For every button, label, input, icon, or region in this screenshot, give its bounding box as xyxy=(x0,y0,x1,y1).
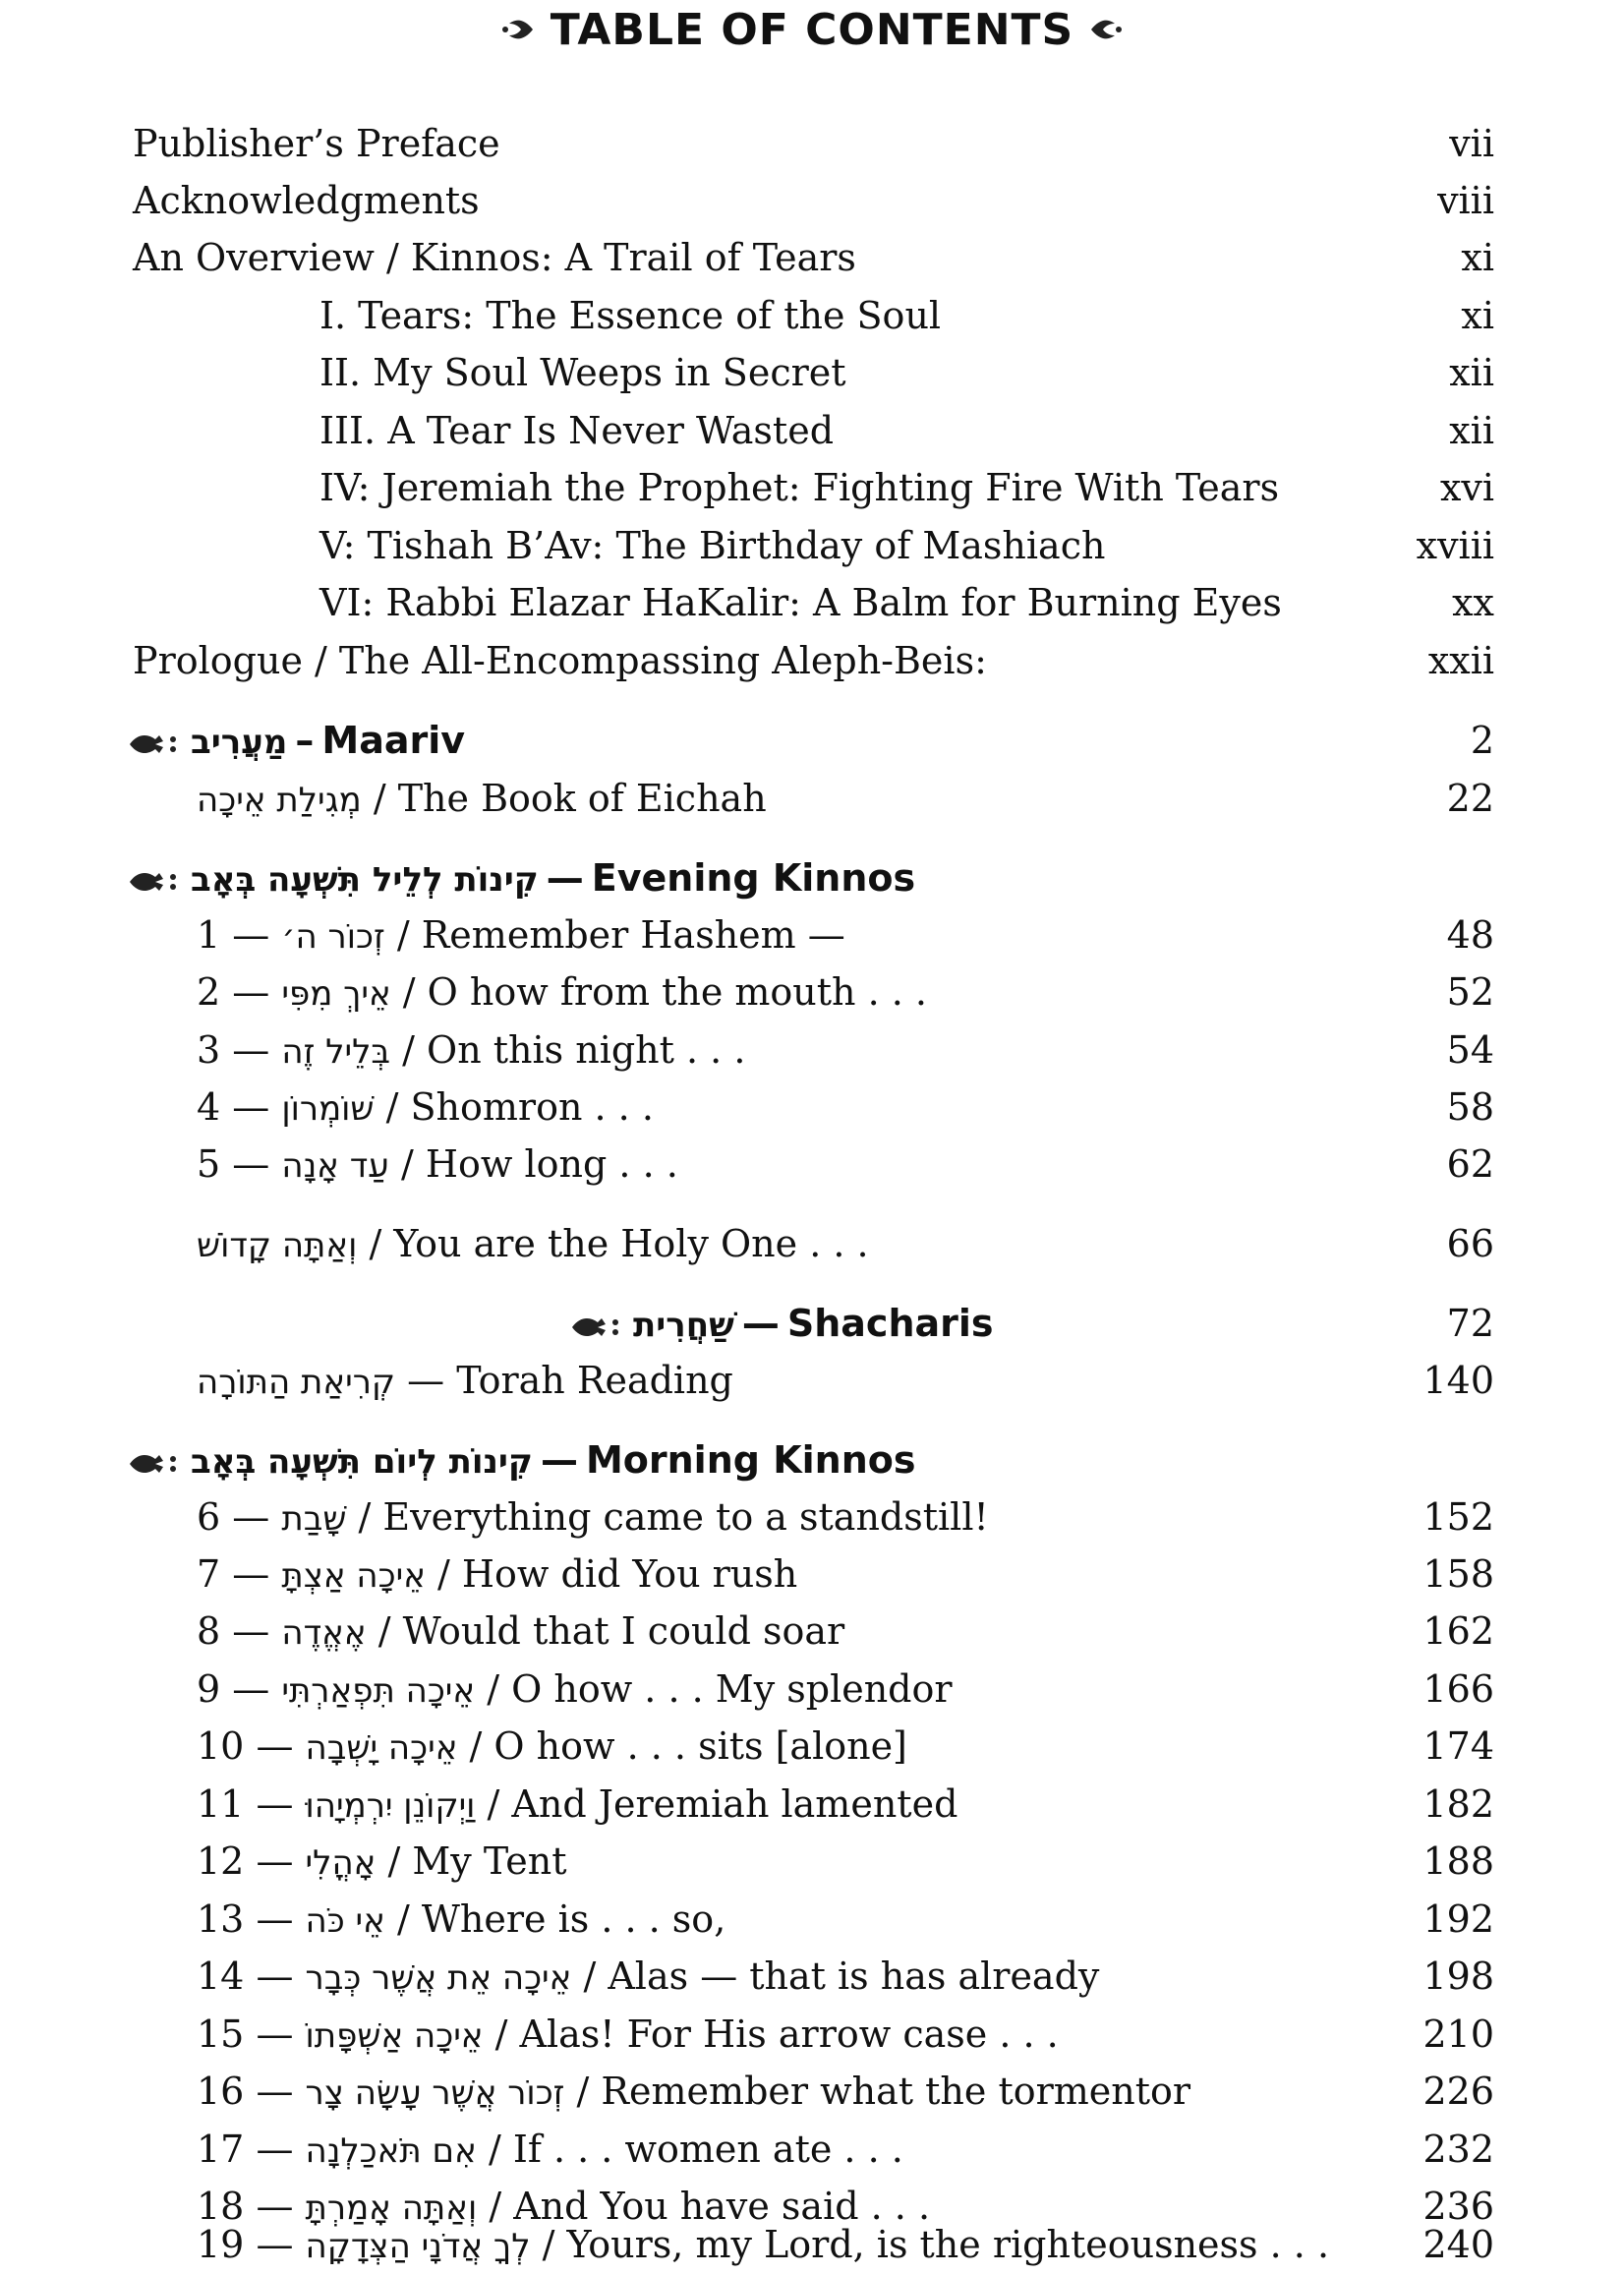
entry-title: / You are the Holy One . . . xyxy=(369,1222,869,1265)
entry-title: Publisher’s Preface xyxy=(133,122,500,165)
section-heading-maariv[interactable]: מַעֲרִיב – Maariv 2 xyxy=(0,712,1624,769)
entry-page: 158 xyxy=(1422,1552,1494,1596)
entry-title: / How did You rush xyxy=(437,1552,798,1596)
entry-hebrew: וְאַתָּה קָדוֹשׁ xyxy=(197,1226,358,1265)
section-heading-shacharis[interactable]: שַׁחֲרִית — Shacharis 72 xyxy=(0,1295,1624,1352)
entry-page: 48 xyxy=(1446,913,1494,957)
section-heading-evening-kinnos[interactable]: קִינוֹת לְלֵיל תִּשְׁעָה בְּאָב — Evening Kinnos xyxy=(0,849,1624,906)
entry-title: / Remember what the tormentor xyxy=(576,2070,1191,2113)
section-english-title: Morning Kinnos xyxy=(585,1438,916,1482)
kinnah-entry[interactable]: 14 — אֵיכָה אֵת אֲשֶׁר כְּבָר / Alas — that is has already 198 xyxy=(0,1948,1624,2005)
toc-entry-prologue[interactable] xyxy=(0,632,1624,689)
entry-title: An Overview / Kinnos: A Trail of Tears xyxy=(133,236,856,279)
toc-entry-overview-4[interactable] xyxy=(0,459,1624,516)
entry-hebrew: אִם תֹּאכַלְנָה xyxy=(305,2131,477,2171)
kinnah-number: 15 xyxy=(197,2012,245,2056)
kinnah-entry[interactable]: 5 — עַד אָנָה / How long . . . 62 xyxy=(0,1136,1624,1193)
entry-title: / Everything came to a standstill! xyxy=(358,1495,989,1539)
kinnah-number: 1 xyxy=(197,913,221,957)
toc-entry-preface[interactable] xyxy=(0,115,1624,172)
hand-fleuron-icon xyxy=(568,1311,627,1344)
kinnah-number: 3 xyxy=(197,1028,221,1072)
kinnah-entry[interactable]: 8 — אֶאֱדֶה / Would that I could soar 162 xyxy=(0,1603,1624,1660)
entry-hebrew: אֶאֱדֶה xyxy=(281,1613,367,1653)
hand-fleuron-icon xyxy=(126,728,185,761)
entry-page: 58 xyxy=(1446,1085,1494,1129)
entry-hebrew: לְךָ אֲדֹנָי הַצְּדָקָה xyxy=(305,2227,531,2266)
hand-fleuron-icon xyxy=(126,865,185,899)
kinnah-entry[interactable]: 2 — אֵיךְ מִפִּי / O how from the mouth . . . 52 xyxy=(0,963,1624,1021)
entry-title: / Alas — that is has already xyxy=(583,1954,1100,1998)
entry-title: / Where is . . . so, xyxy=(396,1897,726,1941)
entry-page: 210 xyxy=(1422,2012,1494,2056)
entry-hebrew: אֵיכָה אַשְׁפָּתוֹ xyxy=(305,2016,484,2056)
entry-page: 232 xyxy=(1422,2128,1494,2171)
kinnah-entry[interactable]: 10 — אֵיכָה יָשְׁבָה / O how . . . sits [alone] 174 xyxy=(0,1718,1624,1775)
kinnah-entry[interactable]: 15 — אֵיכָה אַשְׁפָּתוֹ / Alas! For His arrow case . . . 210 xyxy=(0,2006,1624,2063)
kinnah-number: 6 xyxy=(197,1495,221,1539)
toc-entry-overview-3[interactable] xyxy=(0,402,1624,459)
entry-title: / Yours, my Lord, is the righteousness . . . xyxy=(542,2223,1330,2266)
entry-page: 152 xyxy=(1422,1495,1494,1539)
section-english-title: Evening Kinnos xyxy=(591,856,916,900)
toc-header xyxy=(0,2,1624,57)
kinnah-entry[interactable]: 19 — לְךָ אֲדֹנָי הַצְּדָקָה / Yours, my Lord, is the righteousness . . . 240 xyxy=(0,2216,1624,2273)
entry-hebrew: אֵיכָה תִּפְאַרְתִּי xyxy=(281,1671,476,1711)
kinnah-number: 17 xyxy=(197,2128,245,2171)
entry-hebrew: אֵיךְ מִפִּי xyxy=(281,974,391,1014)
entry-hebrew: אֵיכָה אֵת אֲשֶׁר כְּבָר xyxy=(305,1958,572,1998)
entry-page: 198 xyxy=(1422,1954,1494,1998)
toc-entry-torah-reading[interactable] xyxy=(0,1352,1624,1409)
entry-title: / O how . . . My splendor xyxy=(487,1667,953,1711)
entry-hebrew: אֵי כֹּה xyxy=(305,1901,385,1941)
kinnah-entry[interactable]: 11 — וַיְקוֹנֵן יִרְמְיָהוּ / And Jeremiah lamented 182 xyxy=(0,1776,1624,1833)
entry-page: xii xyxy=(1449,351,1494,394)
entry-page: xx xyxy=(1452,581,1494,624)
kinnah-entry[interactable]: 6 — שָׁבַת / Everything came to a standstill! 152 xyxy=(0,1488,1624,1546)
entry-title: / And Jeremiah lamented xyxy=(487,1782,958,1826)
entry-hebrew: אֵיכָה אַצְתָּ xyxy=(281,1556,426,1596)
entry-page: 22 xyxy=(1446,777,1494,820)
toc-entry-overview-2[interactable] xyxy=(0,344,1624,401)
entry-title: / The Book of Eichah xyxy=(373,777,767,820)
section-hebrew-title: קִינוֹת לְיוֹם תִּשְׁעָה בְּאָב xyxy=(191,1442,533,1482)
entry-title: IV: Jeremiah the Prophet: Fighting Fire With Tears xyxy=(319,466,1280,509)
kinnah-number: 16 xyxy=(197,2070,245,2113)
entry-hebrew: וְאַתָּה אָמַרְתָּ xyxy=(305,2188,478,2228)
entry-title: Acknowledgments xyxy=(133,179,480,222)
entry-hebrew: עַד אָנָה xyxy=(281,1146,389,1186)
kinnah-entry[interactable]: 3 — בְּלֵיל זֶה / On this night . . . 54 xyxy=(0,1021,1624,1079)
entry-page: 236 xyxy=(1422,2185,1494,2228)
right-fleuron-icon xyxy=(1087,10,1125,49)
entry-page: 2 xyxy=(1470,719,1494,762)
entry-page: 140 xyxy=(1422,1359,1494,1402)
entry-title: Prologue / The All-Encompassing Aleph-Beis: xyxy=(133,639,987,682)
entry-title: / Shomron . . . xyxy=(385,1085,654,1129)
entry-page: 66 xyxy=(1446,1222,1494,1265)
kinnah-number: 11 xyxy=(197,1782,245,1826)
entry-hebrew: שָׁבַת xyxy=(281,1499,347,1539)
entry-page: 226 xyxy=(1422,2070,1494,2113)
entry-hebrew: אֵיכָה יָשְׁבָה xyxy=(305,1728,458,1768)
entry-page: xi xyxy=(1461,294,1494,337)
entry-page: 62 xyxy=(1446,1142,1494,1186)
entry-title: III. A Tear Is Never Wasted xyxy=(319,409,835,452)
entry-title: — Torah Reading xyxy=(407,1359,733,1402)
page-title: TABLE OF CONTENTS xyxy=(550,4,1074,55)
entry-hebrew: קְרִיאַת הַתּוֹרָה xyxy=(197,1363,396,1402)
entry-page: 188 xyxy=(1422,1839,1494,1883)
kinnah-entry[interactable]: 4 — שׁוֹמְרוֹן / Shomron . . . 58 xyxy=(0,1079,1624,1136)
entry-page: viii xyxy=(1437,179,1494,222)
entry-page: xviii xyxy=(1416,524,1494,567)
entry-hebrew: שׁוֹמְרוֹן xyxy=(281,1089,375,1129)
kinnah-entry[interactable]: 17 — אִם תֹּאכַלְנָה / If . . . women ate . . . 232 xyxy=(0,2121,1624,2178)
entry-title: / O how from the mouth . . . xyxy=(402,970,928,1014)
entry-title: / Remember Hashem — xyxy=(396,913,845,957)
entry-title: / My Tent xyxy=(387,1839,567,1883)
left-fleuron-icon xyxy=(499,10,537,49)
entry-page: 72 xyxy=(1446,1302,1494,1345)
entry-page: 192 xyxy=(1422,1897,1494,1941)
hand-fleuron-icon xyxy=(126,1447,185,1481)
section-heading-morning-kinnos[interactable]: קִינוֹת לְיוֹם תִּשְׁעָה בְּאָב — Morning Kinnos xyxy=(0,1431,1624,1488)
entry-page: vii xyxy=(1449,122,1494,165)
entry-title: / On this night . . . xyxy=(402,1028,746,1072)
entry-title: I. Tears: The Essence of the Soul xyxy=(319,294,942,337)
entry-title: / Would that I could soar xyxy=(377,1609,845,1653)
kinnah-number: 19 xyxy=(197,2223,245,2266)
kinnah-number: 7 xyxy=(197,1552,221,1596)
entry-page: 240 xyxy=(1422,2223,1494,2266)
entry-page: xi xyxy=(1461,236,1494,279)
section-hebrew-title: מַעֲרִיב xyxy=(191,723,288,762)
kinnah-number: 12 xyxy=(197,1839,245,1883)
toc-entry-acknowledgments[interactable] xyxy=(0,172,1624,229)
kinnah-number: 13 xyxy=(197,1897,245,1941)
kinnah-number: 18 xyxy=(197,2185,245,2228)
kinnah-number: 4 xyxy=(197,1085,221,1129)
entry-hebrew: וַיְקוֹנֵן יִרְמְיָהוּ xyxy=(305,1786,476,1826)
entry-title: / If . . . women ate . . . xyxy=(488,2128,903,2171)
entry-title: / O how . . . sits [alone] xyxy=(469,1724,907,1768)
entry-title: / Alas! For His arrow case . . . xyxy=(494,2012,1059,2056)
entry-page: 166 xyxy=(1422,1667,1494,1711)
kinnah-number: 9 xyxy=(197,1667,221,1711)
entry-title: / How long . . . xyxy=(401,1142,678,1186)
section-hebrew-title: שַׁחֲרִית xyxy=(633,1306,734,1345)
entry-title: VI: Rabbi Elazar HaKalir: A Balm for Burning Eyes xyxy=(319,581,1282,624)
kinnah-number: 5 xyxy=(197,1142,221,1186)
entry-page: xii xyxy=(1449,409,1494,452)
entry-title: V: Tishah B’Av: The Birthday of Mashiach xyxy=(319,524,1106,567)
entry-title: II. My Soul Weeps in Secret xyxy=(319,351,846,394)
entry-hebrew: זְכוֹר אֲשֶׁר עָשָׂה צָר xyxy=(305,2073,565,2113)
kinnah-number: 10 xyxy=(197,1724,245,1768)
kinnah-entry[interactable]: 7 — אֵיכָה אַצְתָּ / How did You rush 158 xyxy=(0,1546,1624,1603)
toc-entry-overview-5[interactable] xyxy=(0,517,1624,574)
toc-entry-holy-one[interactable] xyxy=(0,1215,1624,1272)
kinnah-entry[interactable]: 12 — אָהֳלִי / My Tent 188 xyxy=(0,1833,1624,1890)
kinnah-entry[interactable]: 18 — וְאַתָּה אָמַרְתָּ / And You have said . . . 236 xyxy=(0,2178,1624,2235)
entry-page: 162 xyxy=(1422,1609,1494,1653)
kinnah-entry[interactable]: 16 — זְכוֹר אֲשֶׁר עָשָׂה צָר / Remember what the tormentor 226 xyxy=(0,2063,1624,2120)
toc-entry-overview-6[interactable] xyxy=(0,574,1624,631)
kinnah-number: 2 xyxy=(197,970,221,1014)
entry-page: xxii xyxy=(1427,639,1494,682)
entry-hebrew: אָהֳלִי xyxy=(305,1843,377,1883)
kinnah-entry[interactable]: 1 — זְכוֹר ה׳ / Remember Hashem — 48 xyxy=(0,906,1624,963)
kinnah-number: 8 xyxy=(197,1609,221,1653)
section-english-title: Shacharis xyxy=(786,1302,994,1345)
entry-page: xvi xyxy=(1439,466,1494,509)
entry-title: / And You have said . . . xyxy=(489,2185,931,2228)
entry-hebrew: מְגִילַת אֵיכָה xyxy=(197,781,362,820)
entry-page: 52 xyxy=(1446,970,1494,1014)
toc-entry-eichah[interactable] xyxy=(0,770,1624,827)
kinnah-entry[interactable]: 9 — אֵיכָה תִּפְאַרְתִּי / O how . . . My splendor 166 xyxy=(0,1661,1624,1718)
entry-page: 182 xyxy=(1422,1782,1494,1826)
entry-hebrew: בְּלֵיל זֶה xyxy=(281,1032,391,1072)
entry-hebrew: זְכוֹר ה׳ xyxy=(281,917,385,957)
toc-entry-overview[interactable] xyxy=(0,229,1624,286)
toc-entry-overview-1[interactable] xyxy=(0,287,1624,344)
section-hebrew-title: קִינוֹת לְלֵיל תִּשְׁעָה בְּאָב xyxy=(191,860,539,900)
section-english-title: Maariv xyxy=(321,719,466,762)
kinnah-number: 14 xyxy=(197,1954,245,1998)
kinnah-entry[interactable]: 13 — אֵי כֹּה / Where is . . . so, 192 xyxy=(0,1891,1624,1948)
entry-page: 174 xyxy=(1422,1724,1494,1768)
entry-page: 54 xyxy=(1446,1028,1494,1072)
